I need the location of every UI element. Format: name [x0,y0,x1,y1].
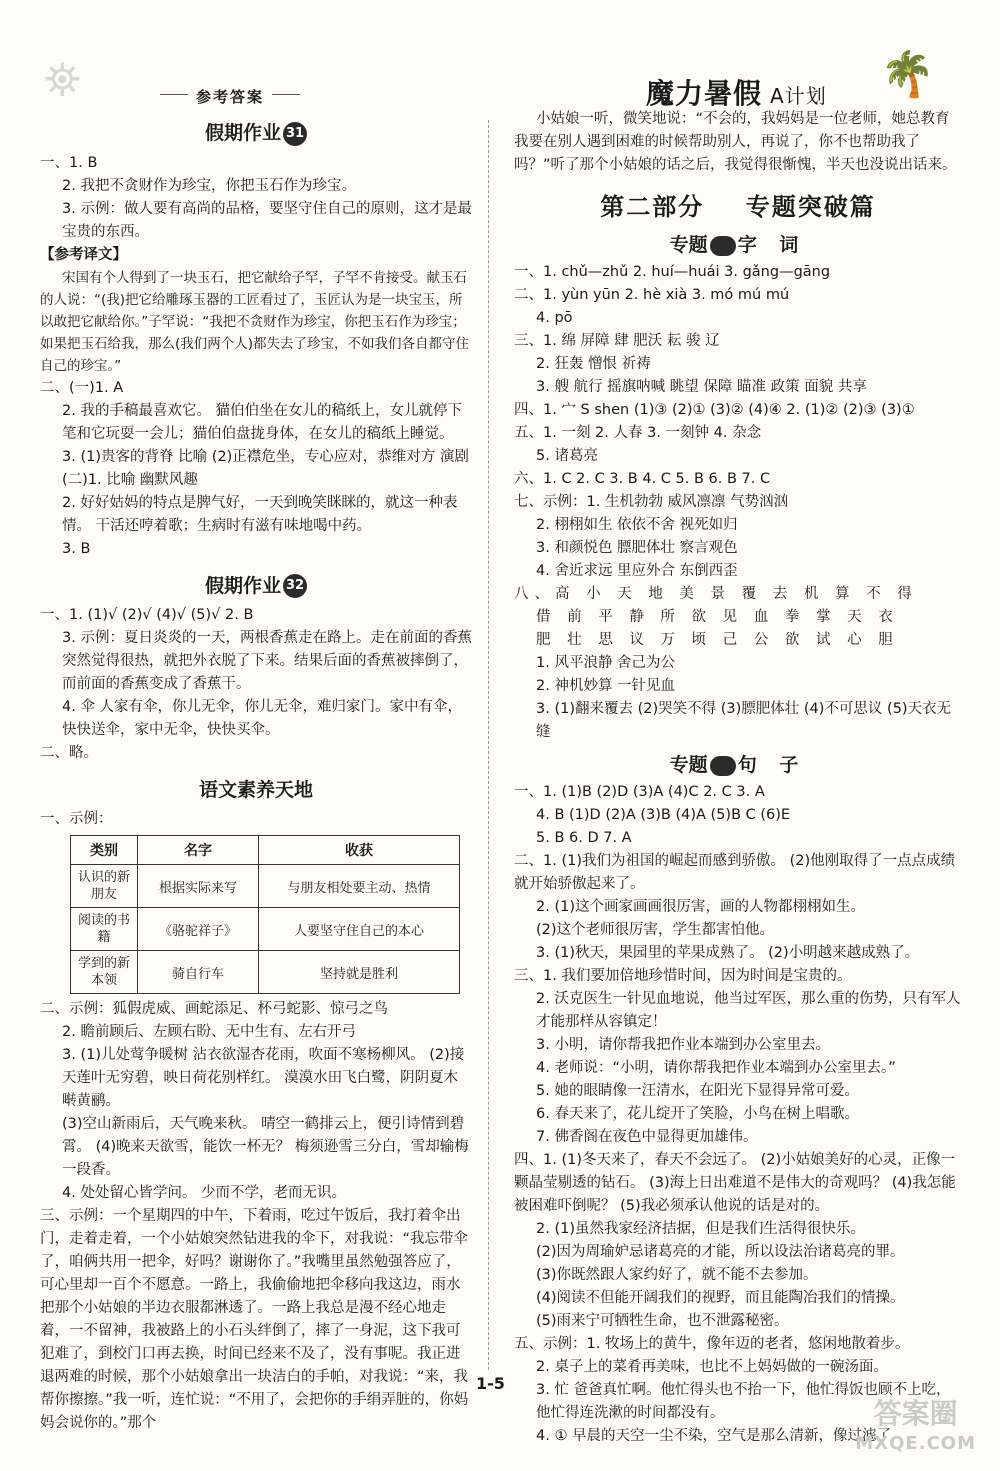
answer-line: (二)1. 比喻 幽默风趣 [62,471,198,488]
section-title-32: 假期作业 32 [40,571,472,599]
answer-line: 2. 好好姑妈的特点是脾气好，一天到晚笑眯眯的，就这一种表情。 干活还哼着歌；生病时有滋有味地喝中药。 [62,494,458,534]
table-header: 名字 [138,836,259,865]
answer-line: 三、1. 绵 屏障 肆 肥沃 耘 骏 辽 [514,333,720,349]
answer-line: 1. 风平浪静 舍己为公 [536,655,676,671]
answer-line: (3)空山新雨后，天气晚来秋。 晴空一鹤排云上，便引诗情到碧霄。 (4)晚来天欲雪，能饮一杯无？ 梅须逊雪三分白，雪却输梅一段香。 [62,1116,469,1178]
answer-line: 二、略。 [40,745,98,761]
table-row: 学到的新本领 骑自行车 坚持就是胜利 [71,951,460,994]
topic-number-badge [710,756,736,776]
answer-line: 二、1. yùn yūn 2. hè xià 3. mó mú mú [514,287,790,303]
column-divider [488,120,489,1370]
answer-line: 一、1. (1)B (2)D (3)A (4)C 2. C 3. A [514,784,765,800]
answer-line: 2. 瞻前顾后、左顾右盼、无中生有、左右开弓 [62,1024,356,1040]
answer-line: 肥 壮 思 议 万 顷 己 公 欲 试 心 胆 [536,632,899,648]
answer-line: 四、1. (1)冬天来了，春天不会远了。 (2)小姑娘美好的心灵，正像一颗晶莹剔透的钻石。 (3)海上日出难道不是伟大的奇观吗？ (4)我怎能被困难吓倒呢？ (5)我必须承认他说的话是对的。 [514,1152,956,1214]
part-two-title: 第二部分 专题突破篇 [600,193,876,221]
answer-line: 2. 沃克医生一针见血地说，他当过军医，那么重的伤势，只有军人才能那样从容镇定！ [536,991,961,1030]
answer-line: 一、1. B [40,154,98,171]
answer-line: 3. (1)儿处莺争暖树 沾衣欲湿杏花雨，吹面不寒杨柳风。 (2)接天莲叶无穷碧，映日荷花别样红。 漠漠水田飞白鹭，阴阴夏木啭黄鹂。 [62,1047,465,1109]
answer-line: (2)因为周瑜妒忌诸葛亮的才能，所以设法治诸葛亮的罪。 [536,1244,905,1260]
answer-line: 4. ① 早晨的天空一尘不染，空气是那么清新，像过滤了 [536,1428,892,1444]
watermark-logo: 答案圈 MXQE.COM [855,1397,976,1454]
answer-line: (4)阅读不但能开阔我们的视野，而且能陶冶我们的情操。 [536,1290,905,1306]
page-number: 1-5 [476,1374,505,1393]
answer-line: 4. B (1)D (2)A (3)B (4)A (5)B C (6)E [536,807,791,823]
answer-line: 五、示例：1. 牧场上的黄牛，像年迈的老者，悠闲地散着步。 [514,1336,910,1352]
answer-line: 2. 栩栩如生 依依不舍 视死如归 [536,517,738,533]
brand-suffix: A计划 [770,84,827,108]
answer-line: 借 前 平 静 所 欲 见 血 拳 掌 天 衣 [536,609,899,625]
brand-name: 魔力暑假 [646,77,763,110]
answer-line: 一、1. chǔ—zhǔ 2. huí—huái 3. gǎng—gāng [514,264,831,280]
left-column [40,108,472,1435]
answer-line: 四、1. 宀 S shen (1)③ (2)① (3)② (4)④ 2. (1)② (2)③ (3)① [514,402,915,418]
answer-line: 三、1. 我们要加倍地珍惜时间，因为时间是宝贵的。 [514,968,852,984]
answer-line: 七、示例：1. 生机勃勃 威风凛凛 气势汹汹 [514,494,789,510]
harvest-table [70,835,460,994]
answer-line: 4. 老师说：“小明，请你帮我把作业本端到办公室里去。” [536,1060,896,1076]
topic-number-badge [710,236,736,256]
answer-line: 4. 伞 人家有伞，你儿无伞，你儿无伞，难归家门。家中有伞，快快送伞，家中无伞，快快买伞。 [62,699,463,738]
answer-line: 7. 佛香阁在夜色中显得更加雄伟。 [536,1129,758,1145]
palm-tree-icon: 🌴 [880,49,935,100]
answer-line: 3. 忙 爸爸真忙啊。他忙得头也不抬一下，他忙得饭也顾不上吃，他忙得连洗漱的时间都没有。 [536,1382,951,1421]
brand-title [646,72,827,112]
answer-line: 3. (1)翻来覆去 (2)哭笑不得 (3)膘肥体壮 (4)不可思议 (5)天衣无缝 [536,701,952,740]
answer-line: 4. 舍近求远 里应外合 东倒西歪 [536,563,738,579]
answer-line: (3)你既然跟人家约好了，就不能不去参加。 [536,1267,818,1283]
answer-line: (5)雨来宁可牺牲生命，也不泄露秘密。 [536,1313,789,1329]
answer-line: 二、示例：狐假虎威、画蛇添足、杯弓蛇影、惊弓之鸟 [40,1001,388,1017]
number-badge: 31 [283,122,307,146]
answer-line: 3. 示例：做人要有高尚的品格，要坚守住自己的原则，这才是最宝贵的东西。 [62,200,472,240]
answer-line: 3. 艘 航行 摇旗呐喊 眺望 保障 瞄准 政策 面貌 共享 [536,379,867,395]
answer-line: 二、(一)1. A [40,379,124,396]
table-header: 类别 [71,836,138,865]
translation-heading: 【参考译文】 [40,246,127,263]
answer-line: 2. 狂轰 憎恨 祈祷 [536,356,651,372]
translation-text: 宋国有个人得到了一块玉石，把它献给子罕，子罕不肯接受。献玉石的人说：“(我)把它给雕琢玉器的工匠看过了，玉匠认为是一块宝玉，所以敢把它献给你。”子罕说：“我把不贪财作为珍宝，你把玉石作为珍宝；如果把玉石给我，那么(我们两个人)都失去了珍宝，不如我们各自都守住自己的珍宝。” [40,269,470,374]
table-header: 收获 [259,836,460,865]
answer-line: 5. 她的眼睛像一汪清水，在阳光下显得异常可爱。 [536,1083,859,1099]
answer-line: 5. B 6. D 7. A [536,830,632,846]
answer-line: 一、示例： [40,811,113,827]
answer-line: 2. 我把不贪财作为珍宝，你把玉石作为珍宝。 [62,177,356,194]
right-column [514,108,962,1448]
story-continuation: 小姑娘一听，微笑地说：“不会的，我妈妈是一位老师，她总教育我要在别人遇到困难的时候帮助别人，再说了，你不也帮助我了吗？”听了那个小姑娘的话之后，我觉得很惭愧，半天也没说出话来。 [514,111,957,173]
answer-line: 3. (1)贵客的背脊 比喻 (2)正襟危坐，专心应对，恭维对方 演剧 [62,448,469,465]
answer-line: (2)这个老师很厉害，学生都害怕他。 [536,922,775,938]
answer-line: 六、1. C 2. C 3. B 4. C 5. B 6. B 7. C [514,471,771,487]
answer-key-header: 参考答案 [196,88,265,106]
answer-line: 4. pō [536,310,573,326]
answer-line: 2. 桌子上的菜肴再美味，也比不上妈妈做的一碗汤面。 [536,1359,888,1375]
section-title-31: 假期作业 31 [40,118,472,146]
table-row: 阅读的书籍 《骆驼祥子》 人要坚守住自己的本心 [71,908,460,951]
answer-line: 2. 我的手稿最喜欢它。 猫伯伯坐在女儿的稿纸上，女儿就停下笔和它玩耍一会儿；猫伯伯盘拢身体，在女儿的稿纸上睡觉。 [62,402,463,442]
story-text: 三、示例：一个星期四的中午，下着雨，吃过午饭后，我打着伞出门，走着走着，一个小姑娘突然钻进我的伞下，对我说：“我忘带伞了，咱俩共用一把伞，好吗？谢谢你了。”我嘴里虽然勉强答应了，可心里却一百个不愿意。一路上，我偷偷地把伞移向我这边，雨水把那个小姑娘的半边衣服都淋透了。一路上我总是漫不经心地走着，一不留神，我被路上的小石头绊倒了，摔了一身泥，这下我可犯难了，到校门口再去换，时间已经来不及了，没有事呢。我正进退两难的时候，那个小姑娘拿出一块洁白的手帕，对我说：“来，我帮你擦擦。”我一听，连忙说：“不用了，会把你的手绢弄脏的，你妈妈会说你的。”那个 [40,1208,469,1431]
answer-line: 五、1. 一刻 2. 人春 3. 一刻钟 4. 杂念 [514,425,762,441]
lighthouse-icon: ⛯ [44,52,81,106]
answer-line: 4. 处处留心皆学问。 少而不学，老而无识。 [62,1185,347,1201]
answer-line: 3. B [62,540,91,557]
answer-line: 3. 示例：夏日炎炎的一天，两根香蕉走在路上。走在前面的香蕉突然觉得很热，就把外衣脱了下来。结果后面的香蕉被摔倒了，而前面的香蕉变成了香蕉干。 [62,630,472,692]
answer-line: 3. 小明，请你帮我把作业本端到办公室里去。 [536,1037,830,1053]
topic-one-title: 专题 字 词 [669,234,807,256]
answer-line: 二、1. (1)我们为祖国的崛起而感到骄傲。 (2)他刚取得了一点点成绩就开始骄傲起来了。 [514,853,956,892]
answer-line: 3. 和颜悦色 膘肥体壮 察言观色 [536,540,738,556]
answer-line: 2. (1)虽然我家经济拮据，但是我们生活得很快乐。 [536,1221,865,1237]
answer-line: 2. 神机妙算 一针见血 [536,678,676,694]
table-row: 认识的新朋友 根据实际来写 与朋友相处要主动、热情 [71,865,460,908]
topic-two-title: 专题 句 子 [669,754,807,776]
answer-line: 6. 春天来了，花儿绽开了笑脸，小鸟在树上唱歌。 [536,1106,859,1122]
literacy-title: 语文素养天地 [198,779,313,801]
answer-line: 5. 诸葛亮 [536,448,598,464]
number-badge: 32 [283,574,307,598]
answer-line: 2. (1)这个画家画画很厉害，画的人物都栩栩如生。 [536,899,865,915]
answer-line: 一、1. (1)√ (2)√ (4)√ (5)√ 2. B [40,607,254,623]
answer-line: 3. (1)秋天，果园里的苹果成熟了。 (2)小明越来越成熟了。 [536,945,920,961]
answer-line: 八、高 小 天 地 美 景 覆 去 机 算 不 得 [514,586,918,602]
